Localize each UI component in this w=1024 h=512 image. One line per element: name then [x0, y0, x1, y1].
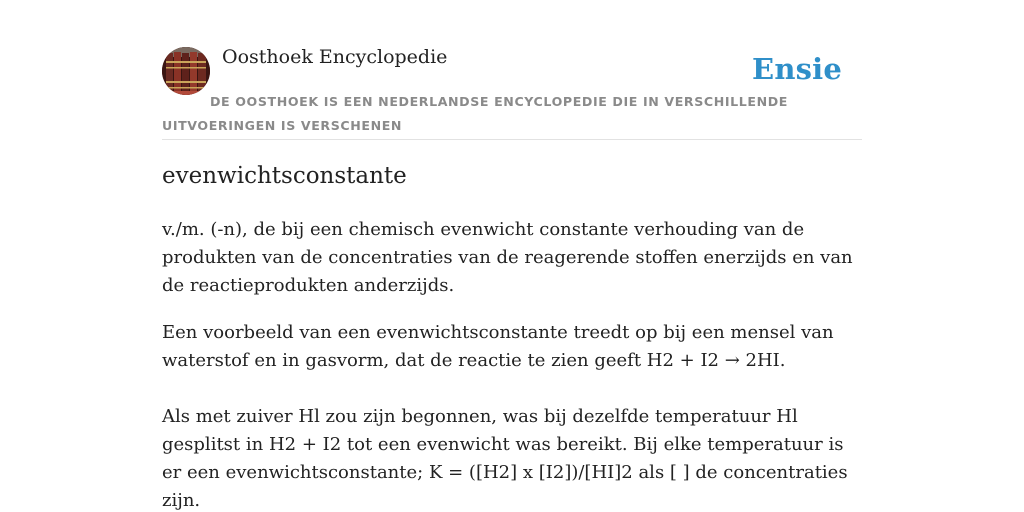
- article-paragraph: v./m. (-n), de bij een chemisch evenwicht constante verhouding van de produkten van de concentraties van de reagerende stoffen enerzijds en van de reactieprodukten anderzijds.: [162, 219, 853, 296]
- article-body: [162, 216, 866, 512]
- article-paragraph: Een voorbeeld van een evenwichtsconstante treedt op bij een mensel van waterstof en in gasvorm, dat de reactie te zien geeft H2 + I2 → 2HI.: [162, 322, 834, 371]
- article-paragraph: Als met zuiver Hl zou zijn begonnen, was bij dezelfde temperatuur Hl gesplitst in H2 + I2 tot een evenwicht was bereikt. Bij elke temperatuur is er een evenwichtsconstante; K = ([H2] x [I2])/[HI]2 als [ ] de concentraties zijn.: [162, 406, 848, 511]
- article-title: evenwichtsconstante: [162, 163, 407, 189]
- page-container: [162, 0, 862, 511]
- brand-logo[interactable]: Ensie: [752, 52, 842, 86]
- site-title[interactable]: Oosthoek Encyclopedie: [222, 46, 448, 68]
- site-header: [162, 0, 862, 140]
- site-tagline: DE OOSTHOEK IS EEN NEDERLANDSE ENCYCLOPEDIE DIE IN VERSCHILLENDE UITVOERINGEN IS VERSCHENEN: [162, 94, 789, 133]
- book-spines-icon[interactable]: [162, 47, 210, 95]
